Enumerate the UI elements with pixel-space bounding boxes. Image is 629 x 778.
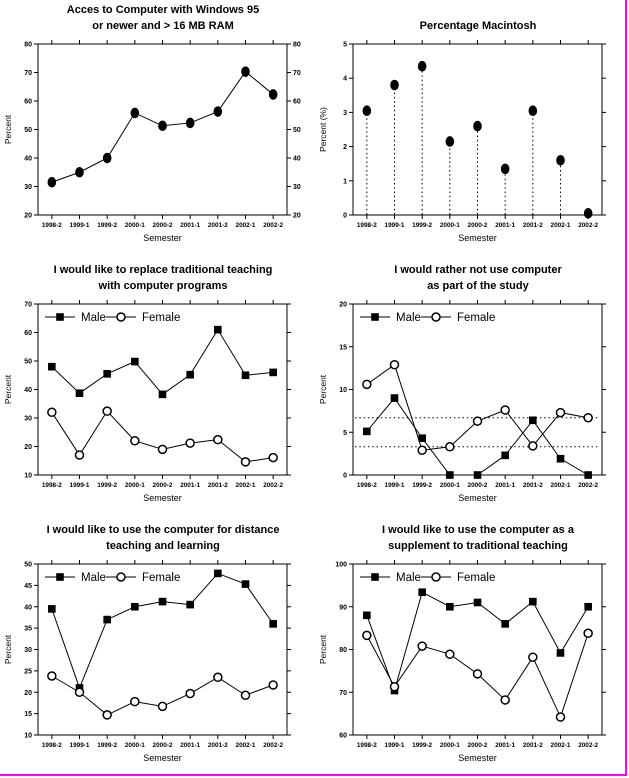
circle-marker [103, 711, 111, 719]
x-tick-label: 1999-1 [69, 482, 90, 489]
chart-title-line2: supplement to traditional teaching [388, 540, 568, 552]
legend-label-male: Male [81, 572, 106, 584]
y-tick-label: 15 [339, 344, 347, 352]
y-tick-label: 60 [24, 330, 32, 337]
x-tick-label: 2000-1 [124, 742, 145, 749]
y-tick-label: 1 [343, 178, 347, 186]
series-female [363, 629, 592, 721]
x-tick-label: 2002-1 [550, 742, 571, 749]
y-tick-label: 5 [343, 429, 347, 437]
chart-plot-replace-traditional [0, 260, 315, 520]
chart-plot-supplement-traditional [315, 520, 629, 778]
y-tick-label: 2 [343, 144, 347, 152]
legend [360, 312, 495, 324]
circle-marker [117, 313, 125, 321]
chart-plot-distance-teaching [0, 520, 315, 778]
legend [360, 572, 495, 584]
circle-marker [557, 713, 565, 721]
square-marker [529, 416, 537, 424]
square-marker [474, 599, 482, 607]
y-axis-title: Percent [3, 634, 13, 665]
y-tick-label: 25 [24, 668, 32, 676]
circle-marker [48, 672, 56, 680]
chart-title-line1: I would rather not use computer [394, 264, 562, 276]
y-tick-label: 50 [24, 561, 32, 569]
y-tick-label-right: 20 [293, 212, 301, 220]
square-marker [131, 358, 139, 366]
dot-marker [501, 164, 510, 175]
y-tick-label: 35 [24, 625, 32, 633]
dot-marker [158, 120, 167, 131]
square-marker [214, 326, 222, 334]
circle-marker [131, 698, 139, 706]
square-marker [363, 612, 371, 620]
y-tick-label-right: 80 [293, 41, 301, 49]
square-marker [418, 588, 426, 596]
x-tick-label: 1998-2 [356, 482, 377, 489]
x-tick-label: 1999-1 [384, 222, 405, 229]
circle-marker [186, 439, 194, 447]
square-marker [186, 371, 194, 379]
chart-replace-traditional [0, 260, 315, 520]
x-tick-label: 1999-2 [97, 482, 118, 489]
dot-marker [75, 167, 84, 178]
y-tick-label: 45 [24, 582, 32, 590]
legend [45, 312, 180, 324]
y-tick-label: 30 [24, 184, 32, 191]
circle-marker [391, 683, 399, 691]
y-axis-title: Percent [318, 374, 328, 405]
y-tick-label: 20 [24, 689, 32, 697]
chart-title-line2: or newer and > 16 MB RAM [92, 20, 234, 32]
y-tick-label: 20 [24, 444, 32, 451]
square-marker [56, 573, 64, 581]
x-tick-label: 2001-2 [522, 482, 543, 489]
circle-marker [363, 631, 371, 639]
x-tick-label: 2002-1 [235, 742, 256, 749]
circle-marker [103, 407, 111, 415]
y-tick-label: 20 [24, 212, 32, 220]
x-tick-label: 1999-2 [97, 742, 118, 749]
legend-label-female: Female [142, 312, 181, 324]
legend-label-male: Male [396, 572, 421, 584]
legend-label-male: Male [396, 312, 421, 324]
y-tick-label: 0 [343, 212, 347, 220]
circle-marker [418, 642, 426, 650]
x-tick-label: 1999-1 [384, 742, 405, 749]
circle-marker [186, 690, 194, 698]
circle-marker [432, 573, 440, 581]
dot-marker [269, 89, 278, 100]
square-marker [529, 598, 537, 606]
x-tick-label: 1999-1 [69, 742, 90, 749]
chart-plot-windows-ram [0, 0, 315, 260]
square-marker [474, 471, 482, 479]
x-tick-label: 1999-2 [97, 222, 118, 229]
axes [24, 40, 301, 229]
circle-marker [269, 454, 277, 462]
y-tick-label-right: 40 [293, 155, 301, 163]
x-tick-label: 1998-2 [41, 482, 62, 489]
axes [24, 560, 291, 749]
y-axis-title: Percent [3, 114, 13, 145]
square-marker [242, 580, 250, 588]
x-axis-title: Semester [143, 753, 182, 763]
circle-marker [557, 409, 565, 417]
y-tick-label: 90 [339, 604, 347, 612]
square-marker [584, 471, 592, 479]
x-tick-label: 2000-2 [152, 482, 173, 489]
square-marker [446, 603, 454, 611]
circle-marker [159, 445, 167, 453]
y-tick-label-right: 30 [293, 184, 301, 191]
y-tick-label: 60 [24, 98, 32, 106]
square-marker [371, 573, 379, 581]
circle-marker [584, 629, 592, 637]
chart-title-line1 [353, 2, 603, 18]
square-marker [269, 369, 277, 377]
series-female [48, 407, 277, 466]
y-tick-label: 80 [24, 41, 32, 49]
circle-marker [474, 417, 482, 425]
legend-label-female: Female [457, 572, 496, 584]
x-tick-label: 2001-2 [522, 742, 543, 749]
x-tick-label: 2000-1 [124, 222, 145, 229]
circle-marker [242, 691, 250, 699]
axes [335, 560, 606, 749]
x-tick-label: 2000-2 [152, 222, 173, 229]
circle-marker [446, 443, 454, 451]
dot-marker [529, 105, 538, 116]
dot-marker [131, 108, 140, 119]
series-male [48, 570, 277, 692]
dot-marker [103, 153, 112, 164]
y-tick-label-right: 60 [293, 98, 301, 106]
chart-title-line2: with computer programs [98, 280, 228, 292]
stem-lines [367, 66, 588, 214]
x-tick-label: 2002-2 [578, 222, 599, 229]
y-tick-label: 4 [343, 75, 347, 83]
y-tick-label: 50 [24, 358, 32, 366]
x-tick-label: 1999-2 [412, 742, 433, 749]
x-axis-title: Semester [143, 233, 182, 243]
chart-supplement-traditional [315, 520, 629, 778]
circle-marker [501, 406, 509, 414]
chart-title-line1: I would like to use the computer as a [382, 524, 574, 536]
dot-marker [214, 106, 223, 117]
circle-marker [269, 681, 277, 689]
square-marker [159, 391, 167, 399]
chart-windows-ram [0, 0, 315, 260]
y-axis-title: Percent [318, 634, 328, 665]
circle-marker [391, 361, 399, 369]
chart-title [353, 2, 603, 34]
x-tick-label: 2000-1 [439, 222, 460, 229]
y-tick-label: 70 [24, 301, 32, 309]
x-tick-label: 2002-2 [578, 482, 599, 489]
dot-marker [241, 66, 250, 77]
y-tick-label: 70 [24, 70, 32, 77]
chart-plot-rather-not-use [315, 260, 629, 520]
axes [343, 40, 606, 229]
circle-marker [432, 313, 440, 321]
circle-marker [529, 442, 537, 450]
square-marker [242, 371, 250, 379]
circle-marker [159, 702, 167, 710]
square-marker [371, 313, 379, 321]
circle-marker [418, 446, 426, 454]
square-marker [363, 428, 371, 436]
x-tick-label: 2002-1 [235, 482, 256, 489]
square-marker [56, 313, 64, 321]
square-marker [159, 598, 167, 606]
chart-title [38, 522, 288, 554]
magenta-frame-bottom-border [0, 774, 627, 776]
x-tick-label: 2000-1 [439, 742, 460, 749]
series-female [363, 361, 592, 455]
circle-marker [501, 696, 509, 704]
series-male [363, 394, 592, 479]
dot-marker [418, 61, 427, 72]
chart-title-line2: as part of the study [427, 280, 529, 292]
x-tick-label: 2000-2 [467, 742, 488, 749]
circle-marker [242, 458, 250, 466]
square-marker [501, 620, 509, 628]
y-axis-title: Percent [3, 374, 13, 405]
dot-marker [186, 118, 195, 129]
circle-marker [529, 653, 537, 661]
axes [339, 300, 606, 489]
legend [45, 572, 180, 584]
dot-marker [48, 177, 57, 188]
circle-marker [474, 670, 482, 678]
square-marker [131, 603, 139, 611]
square-marker [584, 603, 592, 611]
x-tick-label: 2000-2 [152, 742, 173, 749]
dot-marker [473, 121, 482, 132]
x-tick-label: 2000-1 [439, 482, 460, 489]
x-tick-label: 2002-1 [550, 482, 571, 489]
x-tick-label: 2002-2 [263, 222, 284, 229]
y-tick-label: 70 [339, 689, 347, 697]
x-tick-label: 2002-1 [235, 222, 256, 229]
x-tick-label: 2000-1 [124, 482, 145, 489]
circle-marker [117, 573, 125, 581]
y-tick-label: 100 [335, 561, 347, 569]
y-tick-label: 40 [24, 387, 32, 394]
y-tick-label: 15 [24, 711, 32, 719]
square-marker [48, 363, 56, 371]
chart-title [353, 522, 603, 554]
x-tick-label: 1998-2 [41, 742, 62, 749]
circle-marker [446, 650, 454, 658]
x-tick-label: 2000-2 [467, 482, 488, 489]
x-tick-label: 2002-2 [263, 482, 284, 489]
y-tick-label: 40 [24, 604, 32, 612]
series-main [363, 61, 593, 219]
circle-marker [76, 451, 84, 459]
x-tick-label: 1998-2 [356, 222, 377, 229]
y-tick-label: 60 [339, 732, 347, 740]
chart-title [38, 2, 288, 34]
circle-marker [76, 688, 84, 696]
y-tick-label: 10 [24, 472, 32, 480]
y-tick-label: 20 [339, 301, 347, 309]
x-tick-label: 2001-1 [180, 742, 201, 749]
y-tick-label: 30 [24, 415, 32, 423]
y-tick-label: 50 [24, 127, 32, 134]
x-tick-label: 1999-1 [384, 482, 405, 489]
x-tick-label: 2001-1 [495, 482, 516, 489]
x-tick-label: 2002-2 [263, 742, 284, 749]
y-tick-label: 5 [343, 41, 347, 49]
dot-marker [584, 208, 593, 219]
chart-title [353, 262, 603, 294]
chart-title [38, 262, 288, 294]
square-marker [269, 620, 277, 628]
y-tick-label-right: 50 [293, 127, 301, 134]
legend-label-male: Male [81, 312, 106, 324]
magenta-frame-right-border [625, 0, 627, 776]
y-tick-label: 0 [343, 472, 347, 480]
square-marker [446, 471, 454, 479]
x-tick-label: 2002-1 [550, 222, 571, 229]
square-marker [186, 601, 194, 609]
y-axis-title: Percent (%) [318, 107, 328, 152]
series-main [48, 66, 278, 187]
x-tick-label: 1999-2 [412, 482, 433, 489]
circle-marker [214, 436, 222, 444]
square-marker [103, 616, 111, 624]
chart-title-line1: I would like to use the computer for distance [46, 524, 280, 536]
x-tick-label: 2001-1 [495, 742, 516, 749]
dot-marker [556, 155, 565, 166]
x-tick-label: 2001-1 [180, 222, 201, 229]
x-tick-label: 2001-2 [207, 742, 228, 749]
chart-rather-not-use [315, 260, 629, 520]
x-tick-label: 2001-2 [207, 482, 228, 489]
y-tick-label: 3 [343, 109, 347, 117]
x-tick-label: 2001-1 [180, 482, 201, 489]
x-tick-label: 2001-2 [522, 222, 543, 229]
x-tick-label: 1999-2 [412, 222, 433, 229]
y-tick-label: 80 [339, 647, 347, 654]
chart-plot-percentage-macintosh [315, 0, 629, 260]
legend-label-female: Female [457, 312, 496, 324]
series-male [48, 326, 277, 398]
x-tick-label: 1998-2 [41, 222, 62, 229]
square-marker [557, 649, 565, 657]
chart-title-line2: teaching and learning [106, 540, 220, 552]
x-tick-label: 2001-2 [207, 222, 228, 229]
circle-marker [214, 673, 222, 681]
x-axis-title: Semester [458, 753, 497, 763]
square-marker [214, 570, 222, 578]
y-tick-label-right: 70 [293, 70, 301, 77]
chart-percentage-macintosh [315, 0, 629, 260]
y-tick-label: 10 [339, 387, 347, 394]
x-axis-title: Semester [143, 493, 182, 503]
square-marker [501, 452, 509, 460]
square-marker [76, 389, 84, 397]
circle-marker [363, 380, 371, 388]
dot-marker [363, 105, 372, 116]
x-tick-label: 1999-1 [69, 222, 90, 229]
square-marker [557, 455, 565, 463]
y-tick-label: 30 [24, 647, 32, 654]
chart-title-line1: I would like to replace traditional teaching [53, 264, 273, 276]
chart-title-line2: Percentage Macintosh [419, 20, 537, 32]
x-axis-title: Semester [458, 233, 497, 243]
circle-marker [48, 408, 56, 416]
x-tick-label: 1998-2 [356, 742, 377, 749]
square-marker [48, 605, 56, 613]
circle-marker [584, 414, 592, 422]
y-tick-label: 40 [24, 155, 32, 163]
square-marker [391, 394, 399, 402]
legend-label-female: Female [142, 572, 181, 584]
x-tick-label: 2000-2 [467, 222, 488, 229]
chart-title-line1: Acces to Computer with Windows 95 [66, 4, 260, 16]
chart-distance-teaching [0, 520, 315, 778]
series-female [48, 672, 277, 719]
x-tick-label: 2001-1 [495, 222, 516, 229]
dot-marker [446, 136, 455, 147]
dot-marker [390, 80, 399, 91]
square-marker [103, 370, 111, 378]
y-tick-label: 10 [24, 732, 32, 740]
x-axis-title: Semester [458, 493, 497, 503]
circle-marker [131, 437, 139, 445]
x-tick-label: 2002-2 [578, 742, 599, 749]
